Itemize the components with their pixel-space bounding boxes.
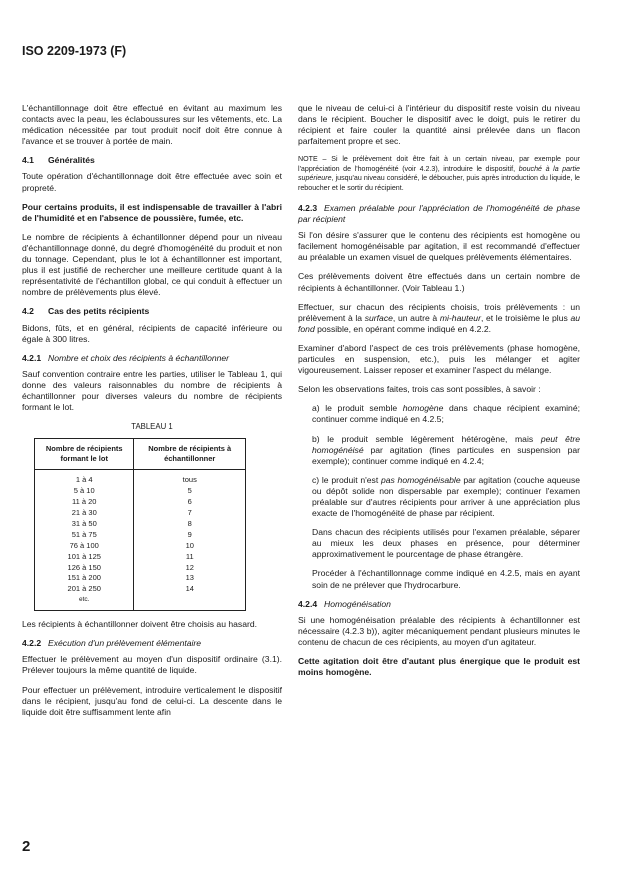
text-run: , un autre à	[392, 312, 440, 323]
sample-count-cell: 12	[134, 563, 246, 574]
lot-size-cell: 201 à 250	[67, 584, 101, 594]
section-title: Généralités	[48, 155, 95, 166]
lot-size-cell: 5 à 10	[73, 486, 95, 496]
text-run-italic: mi-hauteur	[439, 312, 481, 323]
paragraph-after-table: Les récipients à échantillonner doivent être choisis au hasard.	[22, 619, 258, 630]
paragraph-each-vessel: Dans chacun des récipients utilisés pour l'examen préalable, séparer au mieux les deux phases en présence, pour déterminer approximativement le pourcentage de phase étrangère.	[312, 527, 580, 560]
sample-count-cell: 14	[134, 584, 246, 595]
note-text-end: , jusqu'au niveau considéré, le déboucher, puis après introduction du liquide, le reboucher et le sortir du récipient.	[298, 174, 580, 192]
text-run-italic: peut être homogénéisé	[312, 433, 580, 455]
paragraph-procedure: Procéder à l'échantillonnage comme indiqué en 4.2.5, mais en ayant soin de ne prélever que l'hydrocarbure.	[312, 568, 580, 590]
lot-size-cell: 31 à 50	[71, 518, 97, 528]
paragraph-4-2-3-b: Ces prélèvements doivent être effectués dans un certain nombre de récipients à échantillonner. (Voir Tableau 1.)	[298, 271, 580, 293]
table-header-lot: Nombre de récipients formant le lot	[35, 439, 134, 470]
paragraph-4-2-2-a: Effectuer le prélèvement au moyen d'un dispositif ordinaire (3.1). Prélever toujours la même quantité de liquide.	[22, 654, 282, 676]
right-column	[298, 103, 580, 686]
sample-count-cell: 6	[134, 497, 246, 508]
text-run: dans chaque récipient examiné; continuer comme indiqué en 4.2.5;	[312, 403, 580, 425]
sample-count-cell: 10	[134, 541, 246, 552]
sample-count-cell: 13	[134, 573, 246, 584]
lot-size-cell: 101 à 125	[67, 551, 101, 561]
table-1	[34, 438, 246, 611]
section-4-2-4-heading	[298, 599, 580, 610]
section-4-2-1-heading	[22, 353, 282, 364]
note-italic: bouché à la partie supérieure	[298, 164, 580, 183]
lot-size-cell: 21 à 30	[71, 507, 97, 517]
text-run: b) le produit semble légèrement hétérogène, mais	[312, 433, 541, 444]
paragraph-4-2-3-e: Selon les observations faites, trois cas sont possibles, à savoir :	[298, 384, 541, 395]
lot-size-cell: 11 à 20	[72, 497, 97, 507]
empty-cell	[134, 595, 246, 610]
table-row	[35, 497, 246, 508]
paragraph-4-1-c: Le nombre de récipients à échantillonner dépend pour un niveau d'échantillonnage donné, du degré d'homogénéité du produit et non du tonnage. Cependant, plus le lot à échantillonner est important, plus il est justifié de rechercher une meilleure certitude quant à la représentativité de l'échantillon global, ce qui conduit à effectuer un nombre de prélèvements plus élevé.	[22, 231, 282, 298]
sample-count-cell: 8	[134, 519, 246, 530]
case-c	[298, 475, 580, 519]
paragraph-4-2: Bidons, fûts, et en général, récipients de capacité inférieure ou égale à 300 litres.	[22, 322, 282, 344]
paragraph-4-2-4: Si une homogénéisation préalable des récipients à échantillonner est nécessaire (4.2.3 b)), agiter mécaniquement pendant plusieurs minutes le contenu de chacun de ces récipients, au moyen d'un agitateur.	[298, 614, 580, 647]
etc-cell: etc.	[78, 596, 90, 604]
paragraph-4-2-3-c	[298, 302, 580, 335]
table-header-sample: Nombre de récipients à échantillonner	[134, 439, 246, 470]
text-run-italic: pas homogénéisable	[380, 474, 461, 485]
table-row-etc	[35, 595, 246, 610]
table-row	[35, 552, 246, 563]
section-4-2-3-heading	[298, 203, 580, 225]
table-row	[35, 519, 246, 530]
table-row	[35, 530, 246, 541]
section-title: Exécution d'un prélèvement élémentaire	[48, 638, 202, 649]
text-run: Effectuer, sur chacun des récipients choisis, trois prélèvements : un prélèvement à la	[298, 301, 580, 323]
note	[298, 155, 580, 193]
paragraph-4-1-b: Pour certains produits, il est indispensable de travailler à l'abri de l'humidité et en l'absence de poussière, fumée, etc.	[22, 201, 282, 223]
section-4-1-heading	[22, 155, 282, 166]
text-run: , et le troisième le plus	[480, 312, 571, 323]
table-title: TABLEAU 1	[131, 422, 173, 432]
sample-count-cell: 5	[134, 486, 246, 497]
section-title: Nombre et choix des récipients à échantillonner	[48, 352, 230, 363]
table-row	[35, 508, 246, 519]
lot-size-cell: 151 à 200	[67, 573, 101, 583]
case-b	[298, 434, 580, 467]
section-number: 4.2.2	[22, 638, 42, 649]
lot-size-cell: 1 à 4	[75, 475, 93, 485]
lot-size-cell: 76 à 100	[69, 540, 99, 550]
table-row	[35, 541, 246, 552]
section-title: Homogénéisation	[324, 598, 391, 609]
paragraph-4-2-4-b: Cette agitation doit être d'autant plus énergique que le produit est moins homogène.	[298, 656, 580, 678]
sample-count-cell: 9	[134, 530, 246, 541]
sample-count-cell: 7	[134, 508, 246, 519]
continued-paragraph: que le niveau de celui-ci à l'intérieur du dispositif reste voisin du niveau dans le récipient. Boucher le dispositif avec le doigt, puis le retirer du récipient et faire couler la quantité ainsi prélevée dans un flacon parfaitement propre et sec.	[298, 103, 580, 147]
paragraph-4-2-2-b: Pour effectuer un prélèvement, introduire verticalement le dispositif dans le récipient, jusqu'au fond de celui-ci. La descente dans le liquide doit être suffisamment lente afin	[22, 684, 282, 717]
section-title: Examen préalable pour l'appréciation de l'homogénéité de phase par récipient	[298, 203, 580, 225]
text-run: possible, en opérant comme indiqué en 4.2.2.	[314, 323, 492, 334]
page-number: 2	[22, 838, 31, 855]
paragraph-4-2-1: Sauf convention contraire entre les parties, utiliser le Tableau 1, qui donne des valeurs raisonnables du nombre de récipients à échantillonner pour diverses valeurs du nombre de récipients formant le lot.	[22, 368, 282, 413]
section-4-2-2-heading	[22, 638, 282, 649]
lot-size-cell: 126 à 150	[67, 562, 101, 572]
text-run: c) le produit n'est	[312, 474, 381, 485]
section-number: 4.2.1	[22, 352, 42, 363]
left-column	[22, 103, 282, 726]
section-4-2-heading	[22, 306, 282, 317]
intro-paragraph: L'échantillonnage doit être effectué en évitant au maximum les contacts avec la peau, les éclaboussures sur les vêtements, etc. La médication nécessitée par tout produit nocif doit être connue à l'avance et se trouver à portée de main.	[22, 103, 282, 147]
page-header: ISO 2209-1973 (F)	[22, 44, 127, 58]
text-run: par agitation (couche aqueuse ou dépôt solide non dispersable par exemple); continuer l'examen préalable sur d'autres récipients pour arriver à une appréciation plus exacte de l'homogénéité de phase par récipient.	[312, 474, 581, 519]
section-title: Cas des petits récipients	[48, 306, 150, 317]
paragraph-4-2-3-d: Examiner d'abord l'aspect de ces trois prélèvements (phase homogène, particules en suspension, etc.), puis les mélanger et agiter vigoureusement. Laisser reposer et examiner l'aspect du mélange.	[298, 342, 580, 376]
sample-count-cell: tous	[134, 470, 246, 486]
text-run-italic: homogène	[402, 403, 444, 414]
paragraph-4-1-a: Toute opération d'échantillonnage doit être effectuée avec soin et propreté.	[22, 171, 282, 193]
text-run: par agitation (fines particules en suspension par exemple); continuer comme indiqué en 4.2.4;	[312, 444, 580, 466]
table-row	[35, 470, 246, 486]
sample-count-cell: 11	[134, 552, 246, 563]
table-row	[35, 563, 246, 574]
case-a	[298, 403, 580, 425]
table-row	[35, 584, 246, 595]
section-number: 4.2.4	[298, 598, 318, 609]
paragraph-4-2-3-a: Si l'on désire s'assurer que le contenu des récipients est homogène ou facilement homogénéisable par agitation, il est recommandé d'effectuer au préalable un examen visuel de quelques prélèvements élémentaires.	[298, 230, 580, 263]
text-run: a) le produit semble	[312, 403, 403, 414]
note-text: NOTE – Si le prélèvement doit être fait à un certain niveau, par exemple pour l'appréciation de l'homogénéité (voir 4.2.3), introduire le dispositif,	[298, 155, 580, 173]
text-run-italic: au fond	[298, 312, 580, 334]
section-number: 4.1	[22, 155, 34, 166]
section-number: 4.2.3	[298, 203, 318, 213]
lot-size-cell: 51 à 75	[71, 529, 97, 539]
text-run-italic: surface	[364, 312, 393, 323]
section-number: 4.2	[22, 306, 34, 317]
table-row	[35, 573, 246, 584]
table-row	[35, 486, 246, 497]
